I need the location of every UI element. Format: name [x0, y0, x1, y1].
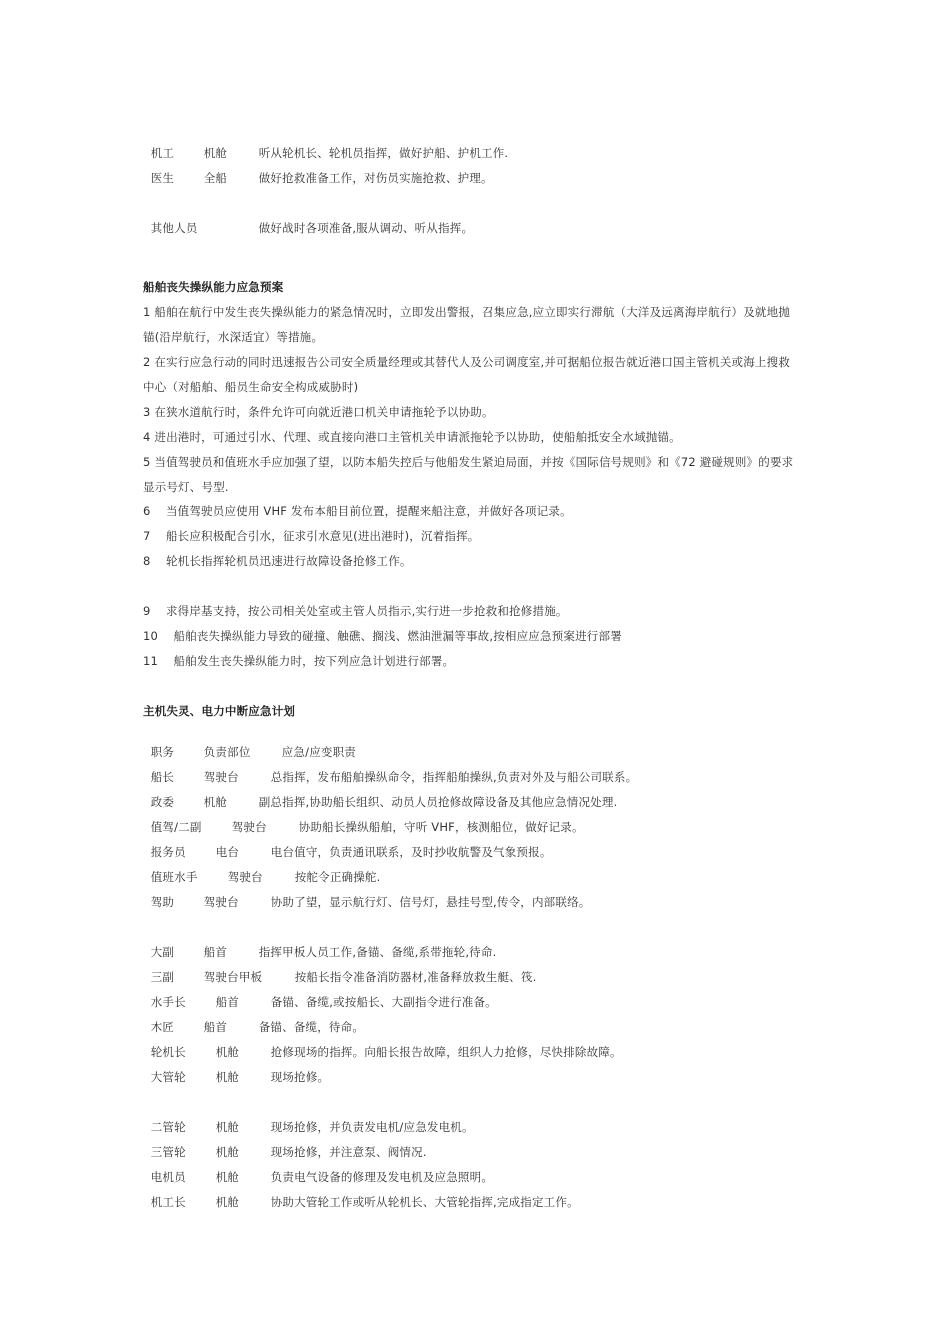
row-duty: 现场抢修。 [270, 1070, 330, 1084]
row-role: 政委 [150, 795, 175, 809]
row-duty: 抢修现场的指挥。向船长报告故障，组织人力抢修，尽快排除故障。 [270, 1045, 622, 1059]
section2-title: 主机失灵、电力中断应急计划 [143, 704, 296, 718]
role-location: 全船 [203, 171, 228, 185]
table-row [143, 878, 590, 910]
plan-item: 1 船舶在航行中发生丧失操纵能力的紧急情况时，立即发出警报，召集应急,应立即实行滞航（大洋及远离海岸航行）及就地抛 [143, 305, 791, 319]
row-location: 电台 [215, 845, 240, 859]
plan-item: 6 当值驾驶员应使用 VHF 发布本船目前位置，提醒来船注意，并做好各项记录。 [143, 504, 572, 518]
plan-item: 10 船舶丧失操纵能力导致的碰撞、触礁、搁浅、燃油泄漏等事故,按相应应急预案进行部署 [143, 629, 622, 643]
row-duty: 协助了望，显示航行灯、信号灯，悬挂号型,传令，内部联络。 [270, 895, 591, 909]
row-location: 船首 [215, 995, 240, 1009]
plan-item: 5 当值驾驶员和值班水手应加强了望，以防本船失控后与他船发生紧迫局面，并按《国际信号规则》和《72 避碰规则》的要求 [143, 455, 794, 469]
plan-item: 显示号灯、号型. [143, 480, 229, 494]
row-duty: 协助大管轮工作或听从轮机长、大管轮指挥,完成指定工作。 [270, 1195, 579, 1209]
plan-item: 3 在狭水道航行时，条件允许可向就近港口机关申请拖轮予以协助。 [143, 405, 494, 419]
plan-item: 11 船舶发生丧失操纵能力时，按下列应急计划进行部署。 [143, 654, 455, 668]
role-duty: 做好抢救准备工作，对伤员实施抢救、护理。 [258, 171, 493, 185]
row-duty: 副总指挥,协助船长组织、动员人员抢修故障设备及其他应急情况处理. [258, 795, 618, 809]
plan-item: 7 船长应积极配合引水，征求引水意见(进出港时)，沉着指挥。 [143, 529, 480, 543]
row-role: 机工长 [150, 1195, 186, 1209]
row-duty: 负责电气设备的修理及发电机及应急照明。 [270, 1170, 494, 1184]
row-duty: 按舵令正确操舵. [294, 870, 381, 884]
row-duty: 电台值守，负责通讯联系，及时抄收航警及气象预报。 [270, 845, 552, 859]
role-location: 机舱 [203, 146, 228, 160]
row-location: 机舱 [215, 1045, 240, 1059]
row-location: 驾驶台 [203, 770, 239, 784]
row-role: 值班水手 [150, 870, 198, 884]
row-location: 机舱 [215, 1170, 240, 1184]
row-role: 报务员 [150, 845, 186, 859]
row-location: 机舱 [203, 795, 228, 809]
header-duty: 应急/应变职责 [281, 745, 356, 759]
plan-item: 2 在实行应急行动的同时迅速报告公司安全质量经理或其替代人及公司调度室,并可据船位报告就近港口国主管机关或海上搜救 [143, 355, 791, 369]
row-duty: 总指挥，发布船舶操纵命令，指挥船舶操纵,负责对外及与船公司联系。 [270, 770, 638, 784]
role-row [143, 204, 473, 236]
role-name: 医生 [150, 171, 175, 185]
header-role: 职务 [150, 745, 175, 759]
plan-item: 8 轮机长指挥轮机员迅速进行故障设备抢修工作。 [143, 554, 412, 568]
row-location: 机舱 [215, 1145, 240, 1159]
table-row [143, 1053, 329, 1085]
row-location: 驾驶台 [203, 895, 239, 909]
row-role: 大副 [150, 945, 175, 959]
row-location: 机舱 [215, 1070, 240, 1084]
row-role: 驾助 [150, 895, 175, 909]
row-duty: 协助船长操纵船舶，守听 VHF，核测船位，做好记录。 [298, 820, 584, 834]
role-name: 其他人员 [150, 221, 198, 235]
role-name: 机工 [150, 146, 175, 160]
row-location: 船首 [203, 945, 228, 959]
table-row [143, 1178, 579, 1210]
row-location: 驾驶台 [227, 870, 263, 884]
row-location: 驾驶台甲板 [203, 970, 263, 984]
row-location: 船首 [203, 1020, 228, 1034]
row-location: 机舱 [215, 1195, 240, 1209]
role-row [143, 154, 493, 186]
plan-item: 中心（对船舶、船员生命安全构成威胁时) [143, 380, 359, 394]
row-role: 轮机长 [150, 1045, 186, 1059]
row-location: 驾驶台 [231, 820, 267, 834]
row-role: 水手长 [150, 995, 186, 1009]
row-location: 机舱 [215, 1120, 240, 1134]
row-duty: 指挥甲板人员工作,备锚、备缆,系带拖轮,待命. [258, 945, 497, 959]
row-role: 大管轮 [150, 1070, 186, 1084]
row-role: 二管轮 [150, 1120, 186, 1134]
plan-title: 船舶丧失操纵能力应急预案 [143, 280, 284, 294]
row-role: 电机员 [150, 1170, 186, 1184]
plan-item: 4 进出港时，可通过引水、代理、或直接向港口主管机关申请派拖轮予以协助，使船舶抵安全水域抛锚。 [143, 430, 681, 444]
plan-item: 锚(沿岸航行，水深适宜）等措施。 [143, 330, 324, 344]
row-duty: 现场抢修，并注意泵、阀情况. [270, 1145, 427, 1159]
row-role: 木匠 [150, 1020, 175, 1034]
row-role: 值驾/二副 [150, 820, 202, 834]
row-role: 三管轮 [150, 1145, 186, 1159]
role-duty: 做好战时各项准备,服从调动、听从指挥。 [258, 221, 474, 235]
row-duty: 备锚、备缆,或按船长、大副指令进行准备。 [270, 995, 497, 1009]
row-role: 三副 [150, 970, 175, 984]
role-duty: 听从轮机长、轮机员指挥，做好护船、护机工作. [258, 146, 509, 160]
row-duty: 按船长指令准备消防器材,准备释放救生艇、筏. [294, 970, 537, 984]
row-duty: 备锚、备缆，待命。 [258, 1020, 365, 1034]
header-location: 负责部位 [203, 745, 251, 759]
row-duty: 现场抢修，并负责发电机/应急发电机。 [270, 1120, 474, 1134]
plan-item: 9 求得岸基支持，按公司相关处室或主管人员指示,实行进一步抢救和抢修措施。 [143, 604, 568, 618]
row-role: 船长 [150, 770, 175, 784]
